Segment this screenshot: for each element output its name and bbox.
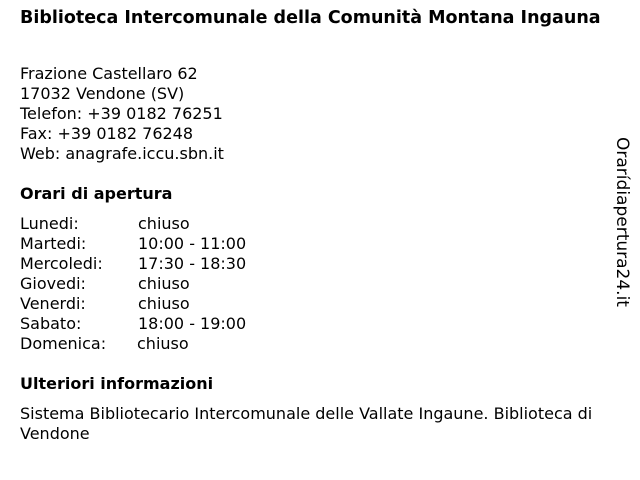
day-hours: chiuso <box>137 334 189 353</box>
address-block <box>20 64 224 164</box>
street-address: Frazione Castellaro 62 <box>20 64 198 83</box>
watermark <box>602 132 640 312</box>
day-label: Sabato: <box>20 314 82 333</box>
opening-hours-table <box>20 214 246 354</box>
day-label: Mercoledi: <box>20 254 103 273</box>
city-postal-code: 17032 Vendone (SV) <box>20 84 185 103</box>
day-hours: 17:30 - 18:30 <box>138 254 247 273</box>
day-label: Martedi: <box>20 234 87 253</box>
phone-number: Telefon: +39 0182 76251 <box>20 104 223 123</box>
library-title: Biblioteca Intercomunale della Comunità Montana Ingauna <box>20 8 601 28</box>
fax-number: Fax: +39 0182 76248 <box>20 124 194 143</box>
hours-row-thursday <box>20 274 246 294</box>
further-info-heading: Ulteriori informazioni <box>20 374 214 393</box>
day-hours: 10:00 - 11:00 <box>138 234 247 253</box>
hours-row-saturday <box>20 314 246 334</box>
hours-row-tuesday <box>20 234 246 254</box>
day-label: Lunedi: <box>20 214 79 233</box>
website-link[interactable]: Web: anagrafe.iccu.sbn.it <box>20 144 224 163</box>
day-hours: chiuso <box>138 214 190 233</box>
day-hours: chiuso <box>138 274 190 293</box>
day-label: Venerdi: <box>20 294 86 313</box>
hours-row-friday <box>20 294 246 314</box>
hours-row-sunday <box>20 334 246 354</box>
day-hours: chiuso <box>138 294 190 313</box>
further-info-text: Sistema Bibliotecario Intercomunale delle Vallate Ingaune. Biblioteca di Vendone <box>20 404 593 443</box>
day-hours: 18:00 - 19:00 <box>138 314 247 333</box>
hours-row-monday <box>20 214 246 234</box>
opening-hours-heading: Orari di apertura <box>20 184 173 203</box>
watermark-text: Orarídiapertura24.it <box>612 137 633 307</box>
day-label: Giovedi: <box>20 274 86 293</box>
day-label: Domenica: <box>20 334 107 353</box>
hours-row-wednesday <box>20 254 246 274</box>
